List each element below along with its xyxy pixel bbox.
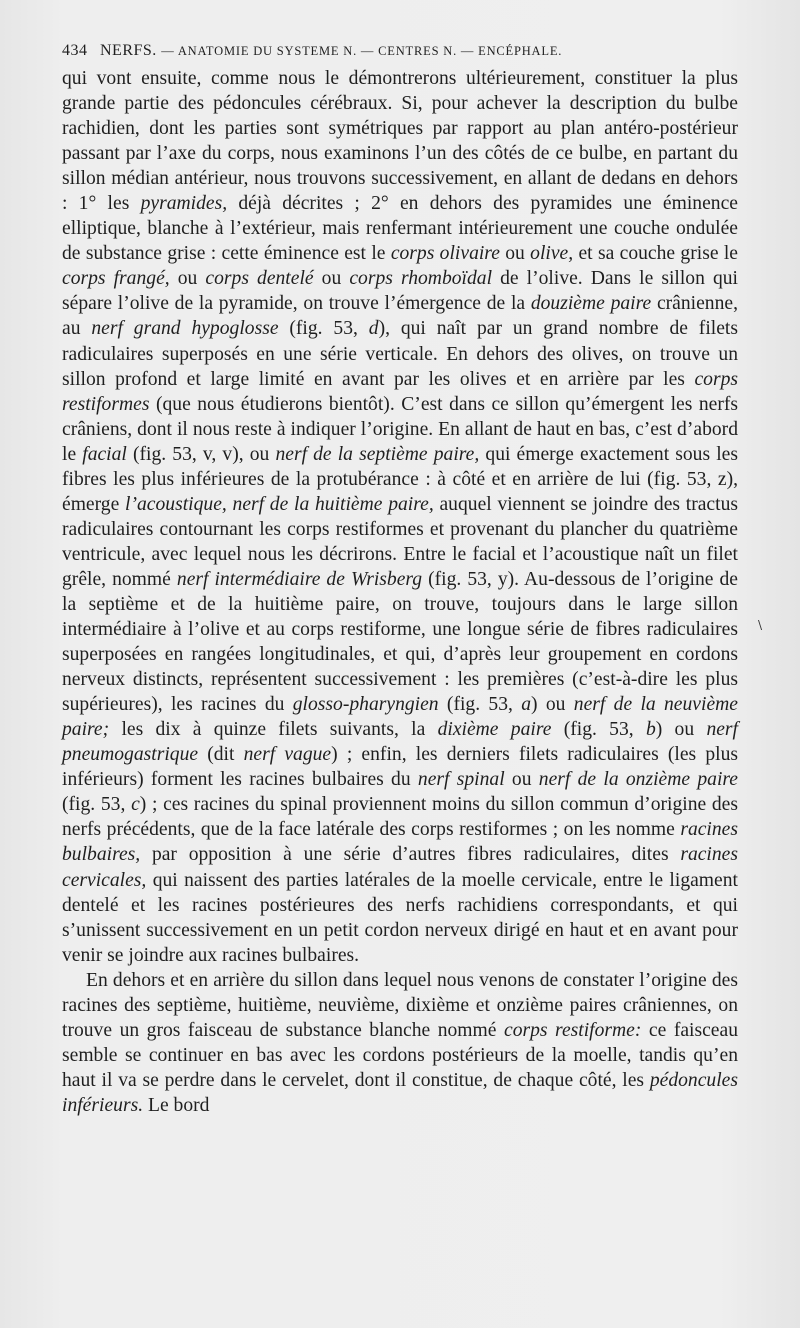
body-text xyxy=(62,66,738,1118)
text-run: ), qui naît par un grand nombre de filets radiculaires superposés en une série verticale. En dehors des olives, on trouve un sillon profond et large limité en avant par les olives et en arrière par les xyxy=(62,318,738,390)
italic-term: facial xyxy=(82,443,127,465)
italic-term: racines cervicales, xyxy=(62,844,738,891)
text-run: auquel viennent se joindre des tractus radiculaires contournant les corps restiformes et provenant du plancher du quatrième ventricule, avec lequel nous les décrirons. Entre le facial et l’acoustique naît un filet grêle, nommé xyxy=(62,493,738,590)
text-run: qui émerge exactement sous les fibres les plus inférieures de la protubérance : à côté et en arrière de lui (fig. 53, z), émerge xyxy=(62,443,738,515)
text-run: (fig. 53, xyxy=(438,694,522,716)
text-run: (que nous étudierons bientôt). C’est dans ce sillon qu’émergent les nerfs crâniens, dont il nous reste à indiquer l’origine. En allant de haut en bas, c’est d’abord le xyxy=(62,393,738,465)
italic-term: racines bulbaires, xyxy=(62,819,738,866)
italic-term: corps frangé, xyxy=(62,268,170,290)
italic-term: nerf grand hypoglosse xyxy=(91,318,279,340)
text-run: et sa couche grise le xyxy=(573,243,738,265)
text-run: (fig. 53, xyxy=(278,318,369,340)
text-run: ou xyxy=(499,243,531,265)
paragraph xyxy=(62,66,738,968)
text-run: (fig. 53, v, v), ou xyxy=(126,443,276,465)
italic-term: pédoncules inférieurs. xyxy=(62,1069,738,1116)
italic-term: corps dentelé xyxy=(205,268,314,290)
italic-term: glosso-pharyngien xyxy=(292,694,439,716)
text-run: crânienne, au xyxy=(62,293,738,340)
text-run: (fig. 53, xyxy=(62,794,132,816)
italic-term: douzième paire xyxy=(530,293,652,315)
text-run: ) ; enfin, les derniers filets radiculaires (les plus inférieurs) forment les racines bulbaires du xyxy=(62,744,738,791)
text-run: (fig. 53, xyxy=(551,719,646,741)
text-run: qui vont ensuite, comme nous le démontrerons ultérieurement, constituer la plus grande partie des pédoncules cérébraux. Si, pour achever la description du bulbe rachidien, dont les parties sont symétriques par rapport au plan antéro-postérieur passant par l’axe du corps, nous examinons l’un des côtés de ce bulbe, en partant du sillon médian antérieur, nous trouvons successivement, en allant de dedans en dehors : 1° les xyxy=(62,68,738,215)
italic-term: nerf de la septième paire, xyxy=(275,443,480,465)
italic-term: a xyxy=(521,694,532,716)
italic-term: corps restiforme: xyxy=(504,1019,642,1041)
margin-mark: \ xyxy=(758,618,763,632)
italic-term: dixième paire xyxy=(437,719,552,741)
page-number: 434 xyxy=(62,42,88,59)
text-run: par opposition à une série d’autres fibres radiculaires, dites xyxy=(140,844,681,866)
italic-term: nerf de la neuvième paire; xyxy=(62,694,738,741)
italic-term: nerf spinal xyxy=(417,769,505,791)
italic-term: corps restiformes xyxy=(62,368,738,415)
header-title-sub: — ANATOMIE DU SYSTEME N. — CENTRES N. — ENCÉPHALE. xyxy=(161,44,563,58)
text-run: ou xyxy=(169,268,206,290)
italic-term: d xyxy=(368,318,379,340)
header-title-main: NERFS. xyxy=(100,42,157,59)
italic-term: nerf vague xyxy=(243,744,332,766)
italic-term: b xyxy=(645,719,656,741)
italic-term: c xyxy=(131,794,140,816)
italic-term: nerf de la onzième paire xyxy=(538,769,738,791)
italic-term: olive, xyxy=(530,243,574,265)
italic-term: nerf intermédiaire de Wrisberg xyxy=(176,568,423,590)
italic-term: nerf pneumogastrique xyxy=(62,719,738,766)
italic-term: corps olivaire xyxy=(390,243,500,265)
text-run: les dix à quinze filets suivants, la xyxy=(109,719,438,741)
paragraph xyxy=(62,968,738,1118)
text-run: ce faisceau semble se continuer en bas avec les cordons postérieurs de la moelle, tandis qu’en haut il va se perdre dans le cervelet, dont il constitue, de chaque côté, les xyxy=(62,1019,738,1091)
running-header xyxy=(62,42,742,60)
text-run: déjà décrites ; 2° en dehors des pyramides une éminence elliptique, blanche à l’extérieur, mais renfermant intérieurement une couche ondulée de substance grise : cette éminence est le xyxy=(62,193,738,265)
text-run: ) ; ces racines du spinal proviennent moins du sillon commun d’origine des nerfs précédents, que de la face latérale des corps restiformes ; on les nomme xyxy=(62,794,738,841)
italic-term: pyramides, xyxy=(140,193,228,215)
italic-term: l’acoustique, nerf de la huitième paire, xyxy=(125,493,434,515)
text-run: de l’olive. Dans le sillon qui sépare l’olive de la pyramide, on trouve l’émergence de la xyxy=(62,268,738,315)
text-run: ou xyxy=(313,268,350,290)
text-run: Le bord xyxy=(143,1094,210,1116)
text-run: En dehors et en arrière du sillon dans lequel nous venons de constater l’origine des racines des septième, huitième, neuvième, dixième et onzième paires crâniennes, on trouve un gros faisceau de substance blanche nommé xyxy=(62,969,738,1041)
text-run: (dit xyxy=(198,744,244,766)
text-run: ) ou xyxy=(531,694,574,716)
text-run: (fig. 53, y). Au-dessous de l’origine de la septième et de la huitième paire, on trouve, toujours dans le large sillon intermédiaire à l’olive et au corps restiforme, une longue série de fibres radiculaires superposées en rangées longitudinales, et qui, d’après leur groupement en cordons nerveux distincts, représentent successivement : les premières (c’est-à-dire les plus supérieures), les racines du xyxy=(62,568,738,716)
text-run: ) ou xyxy=(655,719,707,741)
italic-term: corps rhomboïdal xyxy=(349,268,493,290)
text-run: qui naissent des parties latérales de la moelle cervicale, entre le ligament dentelé et les racines postérieures des nerfs rachidiens correspondants, et qui s’unissent successivement en un petit cordon nerveux dirigé en haut et en avant pour venir se joindre aux racines bulbaires. xyxy=(62,869,738,966)
text-run: ou xyxy=(504,769,539,791)
